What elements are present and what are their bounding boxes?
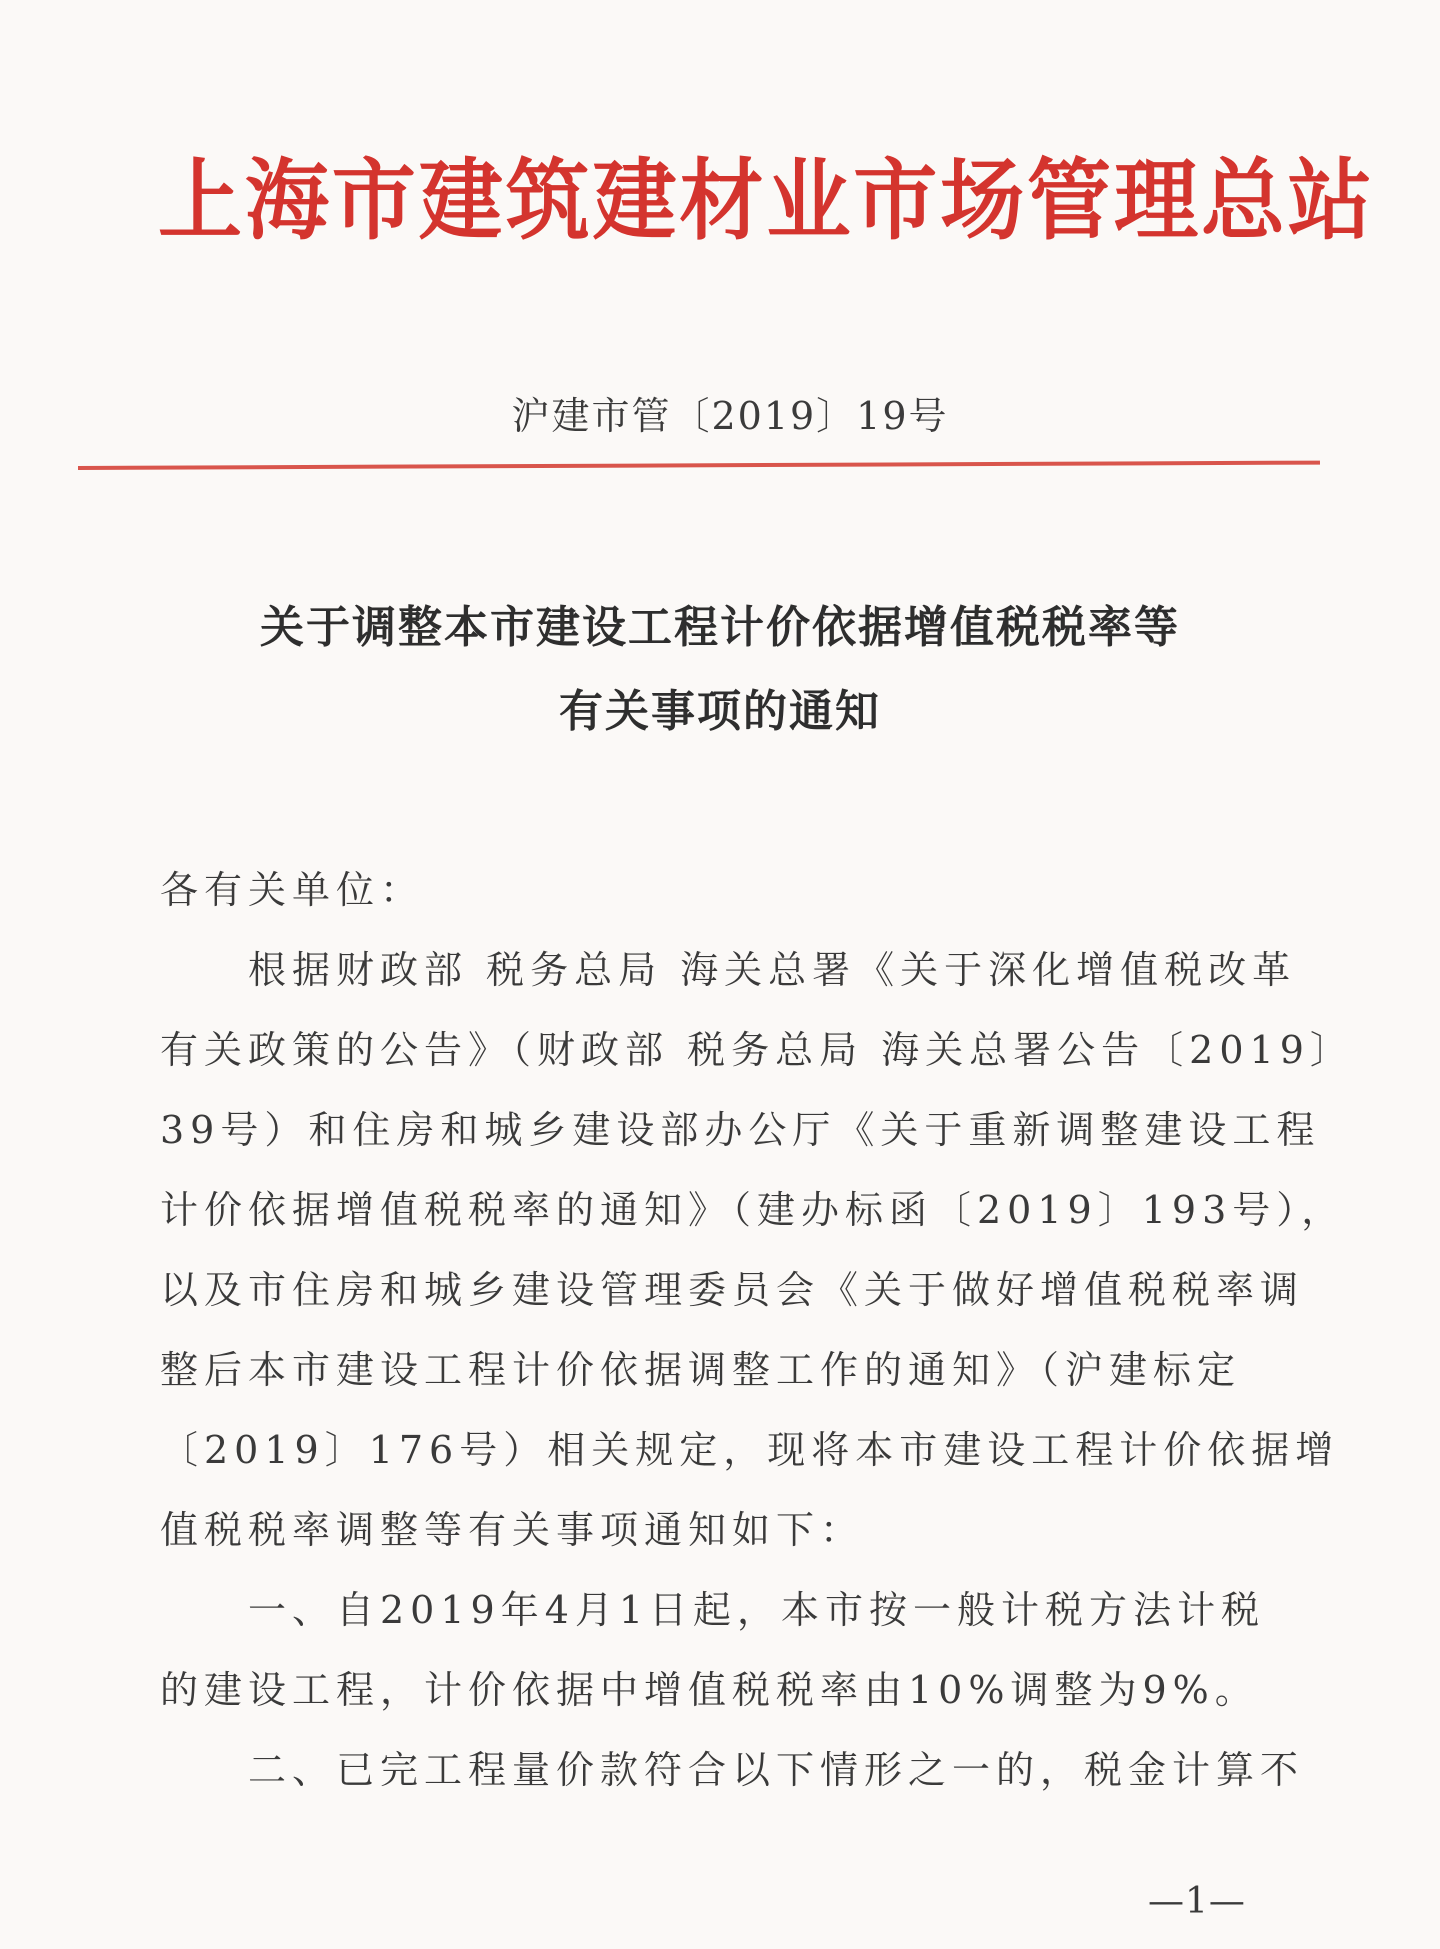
- body-line: 〔2019〕176号）相关规定，现将本市建设工程计价依据增: [160, 1428, 1340, 1472]
- organization-header: 上海市建筑建材业市场管理总站: [158, 148, 1375, 252]
- body-line: 值税税率调整等有关事项通知如下：: [160, 1508, 865, 1552]
- notice-title-line-1: 关于调整本市建设工程计价依据增值税税率等: [260, 602, 1180, 653]
- body-line: 根据财政部 税务总局 海关总署《关于深化增值税改革: [160, 948, 1297, 992]
- page-number: —1—: [1148, 1881, 1246, 1922]
- body-line: 二、已完工程量价款符合以下情形之一的，税金计算不: [160, 1748, 1305, 1792]
- body-line: 一、自2019年4月1日起，本市按一般计税方法计税: [160, 1588, 1266, 1632]
- body-line: 有关政策的公告》（财政部 税务总局 海关总署公告〔2019〕: [160, 1028, 1354, 1072]
- body-line: 以及市住房和城乡建设管理委员会《关于做好增值税税率调: [160, 1268, 1305, 1312]
- notice-title-line-2: 有关事项的通知: [559, 686, 881, 737]
- document-number: 沪建市管〔2019〕19号: [511, 394, 949, 438]
- body-line: 的建设工程，计价依据中增值税税率由10%调整为9%。: [160, 1668, 1259, 1712]
- salutation: 各有关单位：: [160, 868, 425, 912]
- body-line: 39号）和住房和城乡建设部办公厅《关于重新调整建设工程: [160, 1108, 1321, 1152]
- red-divider-line: [78, 461, 1320, 470]
- body-line: 整后本市建设工程计价依据调整工作的通知》（沪建标定: [160, 1348, 1242, 1392]
- body-line: 计价依据增值税税率的通知》（建办标函〔2019〕193号），: [160, 1188, 1346, 1232]
